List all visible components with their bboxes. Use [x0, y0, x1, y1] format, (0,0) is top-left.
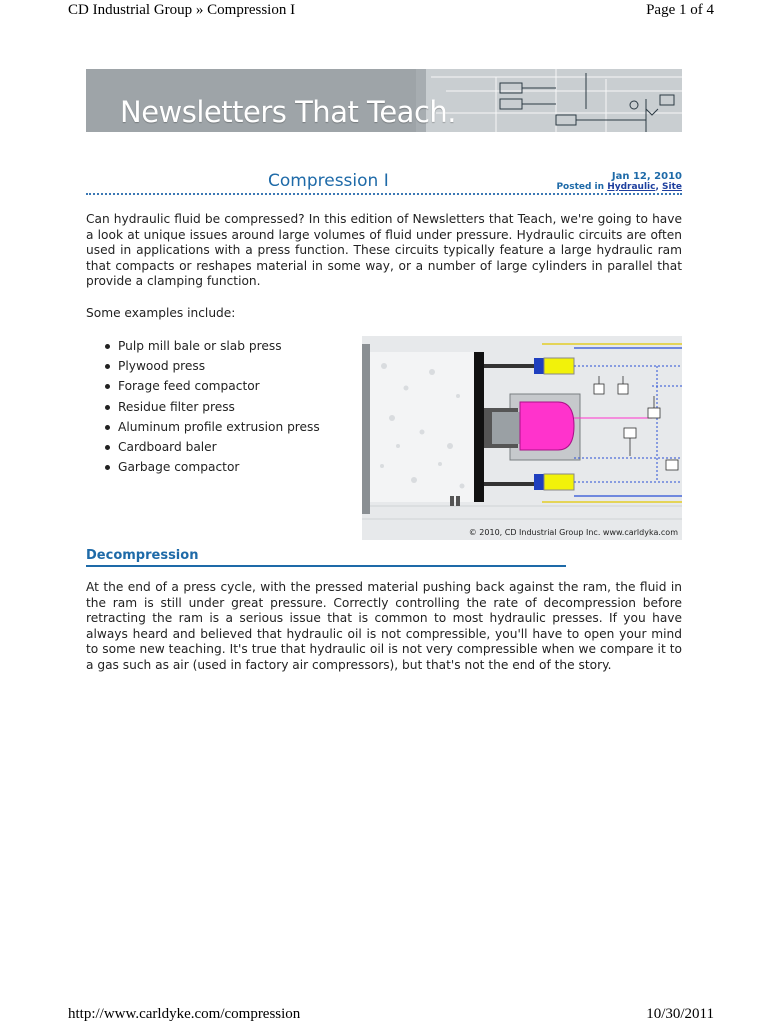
section-heading-decompression: Decompression — [86, 548, 199, 563]
hydraulic-press-diagram — [362, 336, 682, 540]
list-item-label: Garbage compactor — [118, 460, 240, 475]
bullet-icon — [105, 364, 110, 369]
list-item — [86, 376, 320, 396]
print-date: 10/30/2011 — [646, 1006, 714, 1022]
examples-intro: Some examples include: — [86, 306, 236, 320]
bullet-icon — [105, 465, 110, 470]
intro-paragraph: Can hydraulic fluid be compressed? In this edition of Newsletters that Teach, we're going to have a look at unique issues around large volumes of fluid under pressure. Hydraulic circuits are often used in applications with a press function. These circuits typically feature a large hydraulic ram that compacts or reshapes material in some way, or a number of large cylinders in parallel that provide a clamping function. — [86, 212, 682, 288]
list-item-label: Plywood press — [118, 359, 206, 374]
page-url: http://www.carldyke.com/compression — [68, 1006, 301, 1022]
list-item — [86, 356, 320, 376]
print-header — [68, 2, 714, 20]
press-circuit-illustration — [362, 336, 682, 540]
newsletter-banner — [86, 69, 682, 132]
category-link-hydraulic[interactable]: Hydraulic — [607, 182, 656, 192]
section-divider — [86, 565, 566, 567]
list-item — [86, 336, 320, 356]
posted-in-label: Posted in — [556, 182, 608, 192]
post-meta — [556, 171, 682, 193]
title-divider — [86, 193, 682, 195]
list-item — [86, 457, 320, 477]
bullet-icon — [105, 445, 110, 450]
list-item — [86, 437, 320, 457]
list-item-label: Pulp mill bale or slab press — [118, 339, 282, 353]
list-item-label: Cardboard baler — [118, 440, 217, 455]
banner-title: Newsletters That Teach. — [120, 95, 456, 129]
examples-list — [86, 336, 320, 477]
category-link-site[interactable]: Site — [662, 182, 682, 192]
post-date: Jan 12, 2010 — [611, 171, 682, 182]
list-item — [86, 397, 320, 417]
figure-copyright: © 2010, CD Industrial Group Inc. www.carldyka.com — [468, 528, 678, 537]
page-number: Page 1 of 4 — [646, 2, 714, 18]
bullet-icon — [105, 384, 110, 389]
list-item-label: Residue filter press — [118, 399, 235, 414]
bullet-icon — [105, 344, 110, 349]
print-header-title: CD Industrial Group » Compression I — [68, 2, 296, 18]
decompression-paragraph: At the end of a press cycle, with the pressed material pushing back against the ram, the fluid in the ram is still under great pressure. Correctly controlling the rate of decompression before retracting the ram is a serious issue that is common to most hydraulic presses. If you have always heard and believed that hydraulic oil is not compressible, you'll have to open your mind to some new teaching. It's true that hydraulic oil is not very compressible when we compare it to a gas such as air (used in factory air compressors), but that's not the end of the story. — [86, 580, 682, 672]
list-item-label: Forage feed compactor — [118, 379, 260, 394]
category-separator: , — [655, 182, 663, 192]
list-item-label: Aluminum profile extrusion press — [118, 419, 320, 434]
print-footer — [68, 1006, 714, 1024]
bullet-icon — [105, 405, 110, 410]
bullet-icon — [105, 425, 110, 430]
list-item — [86, 417, 320, 437]
article-title: Compression I — [268, 171, 389, 191]
